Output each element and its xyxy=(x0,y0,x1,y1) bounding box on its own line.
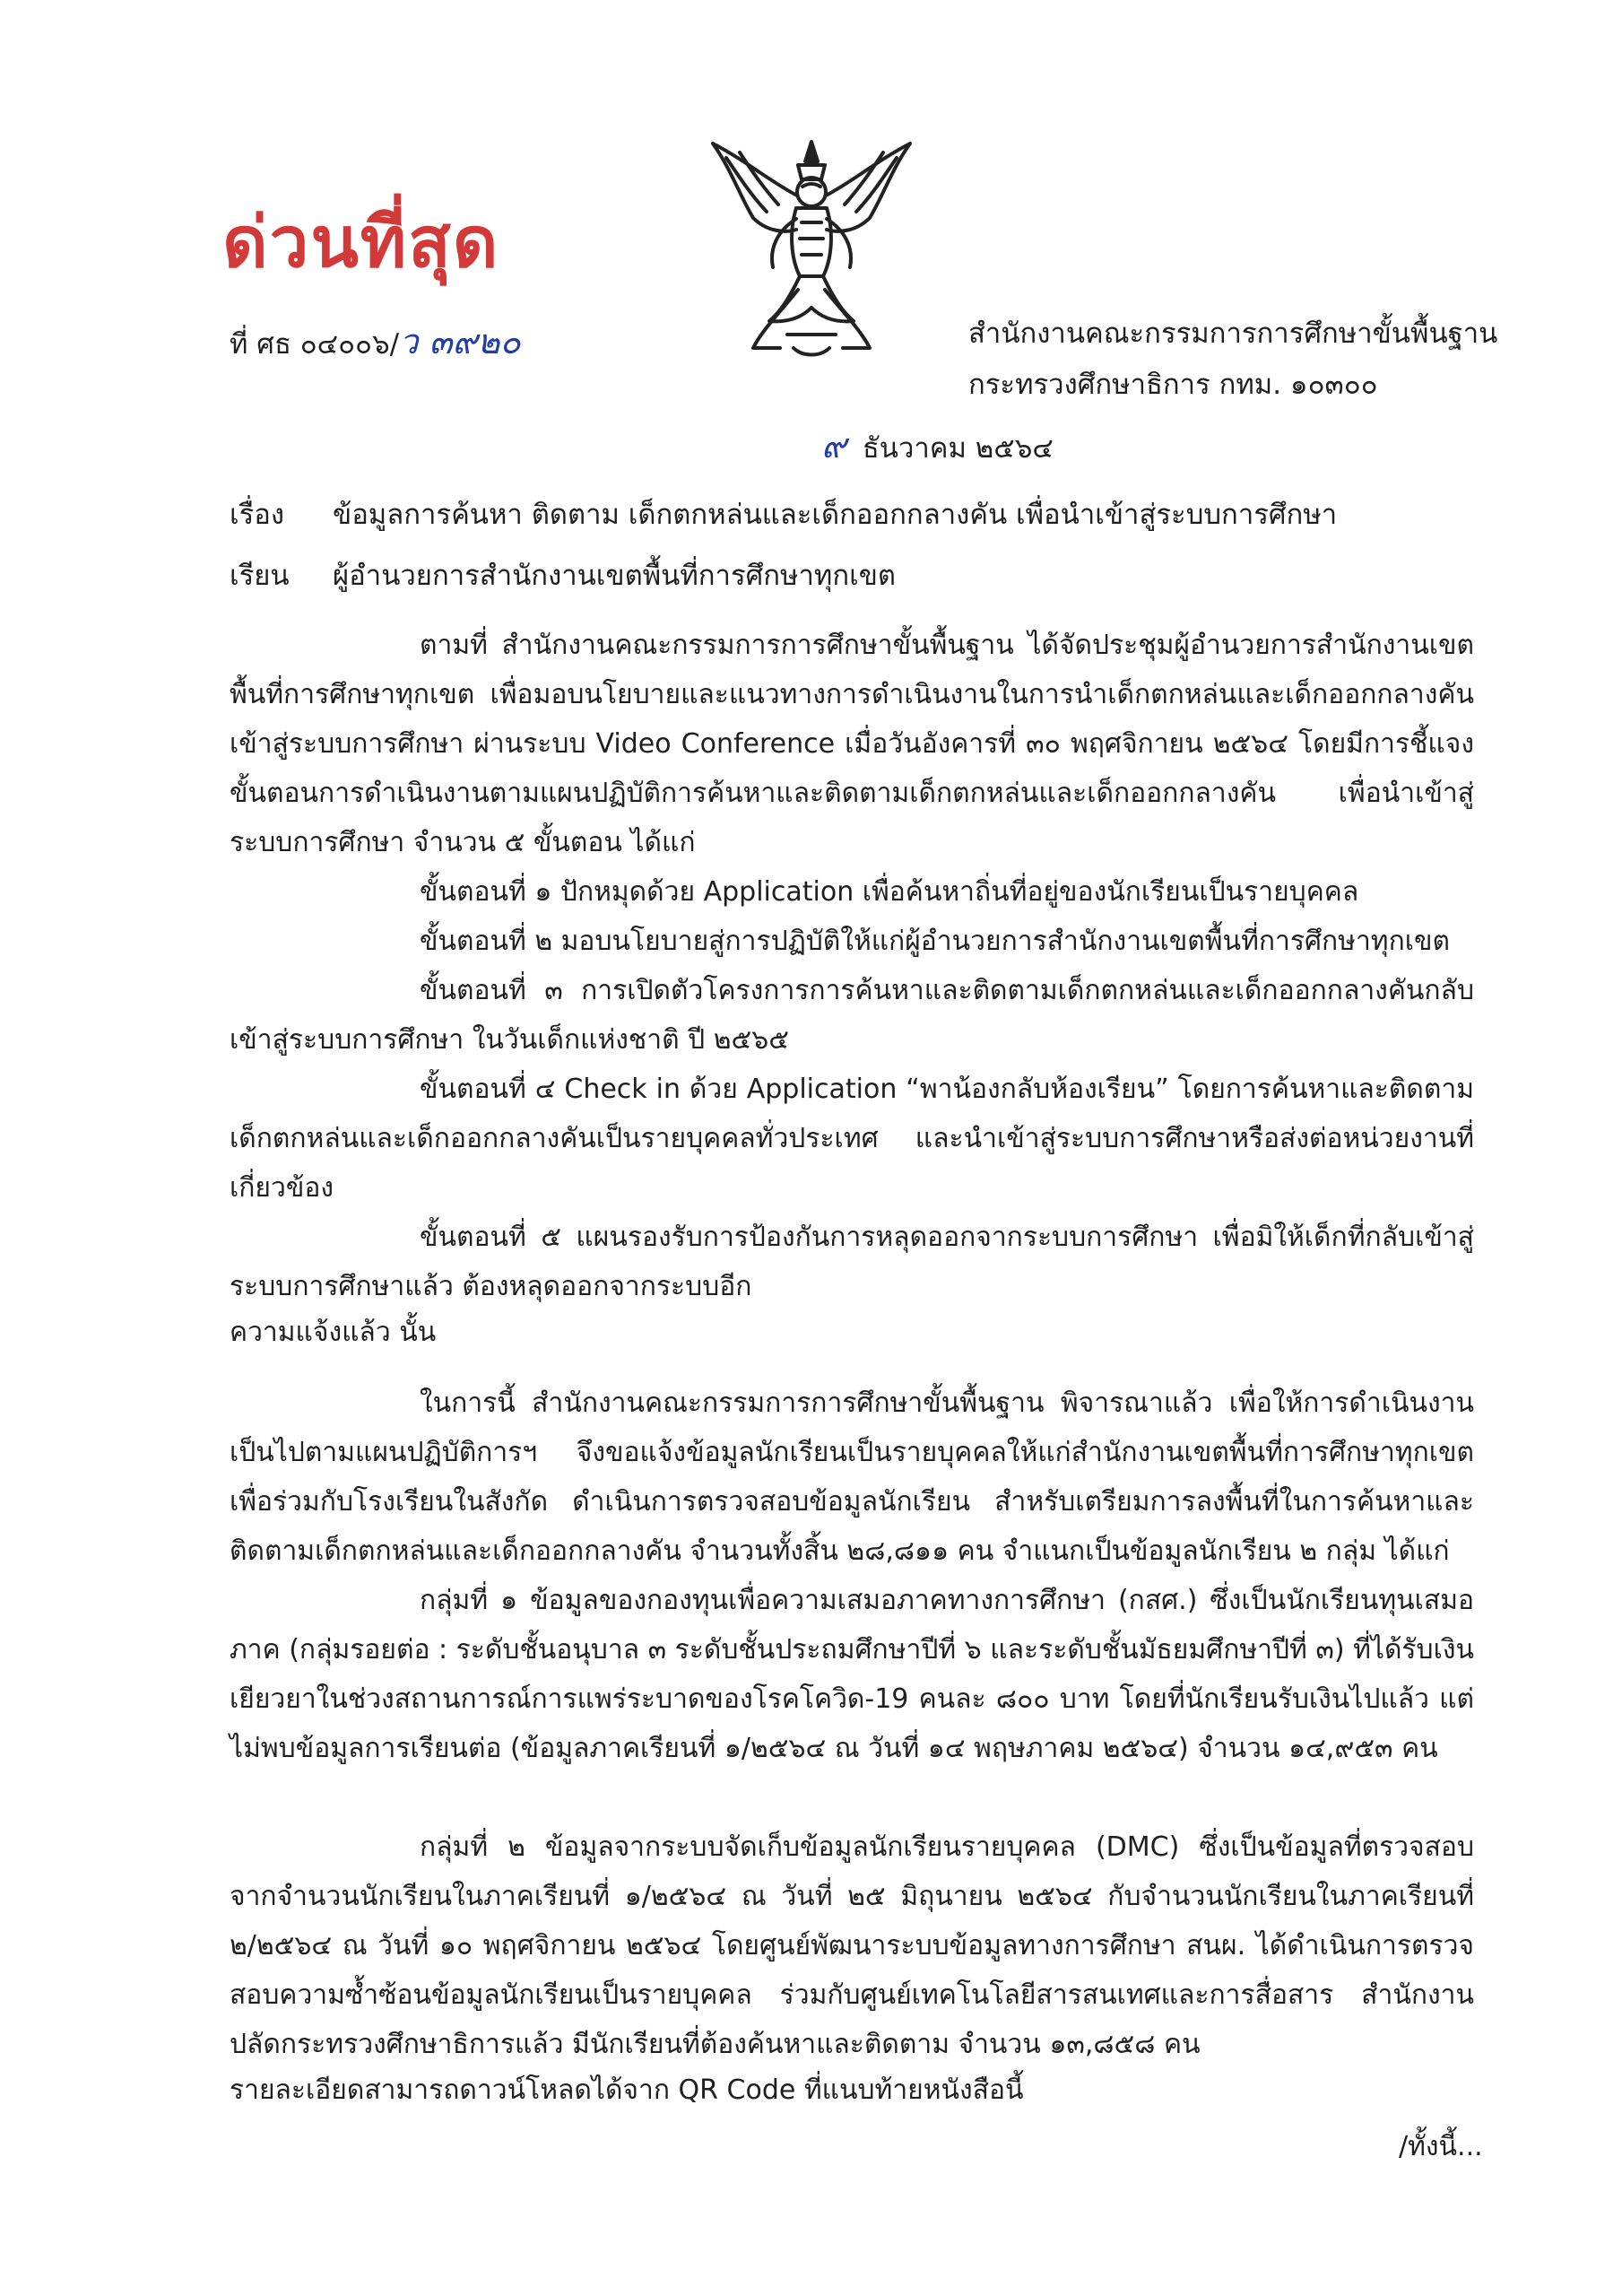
paragraph-background xyxy=(230,621,1474,867)
recipient-label: เรียน xyxy=(230,560,290,592)
paragraph-action-text: ในการนี้ สำนักงานคณะกรรมการการศึกษาขั้นพื้นฐาน พิจารณาแล้ว เพื่อให้การดำเนินงานเป็นไปตามแผนปฏิบัติการฯ จึงขอแจ้งข้อมูลนักเรียนเป็นรายบุคคลให้แก่สำนักงานเขตพื้นที่การศึกษาทุกเขต เพื่อร่วมกับโรงเรียนในสังกัด ดำเนินการตรวจสอบข้อมูลนักเรียน สำหรับเตรียมการลงพื้นที่ในการค้นหาและติดตามเด็กตกหล่นและเด็กออกกลางคัน จำนวนทั้งสิ้น ๒๘,๘๑๑ คน จำแนกเป็นข้อมูลนักเรียน ๒ กลุ่ม ได้แก่ xyxy=(230,1387,1474,1567)
download-note: รายละเอียดสามารถดาวน์โหลดได้จาก QR Code ที่แนบท้ายหนังสือนี้ xyxy=(230,2074,1024,2106)
document-number-prefix: ที่ ศธ ๐๔๐๐๖/ xyxy=(230,328,400,361)
office-ministry: กระทรวงศึกษาธิการ กทม. ๑๐๓๐๐ xyxy=(968,369,1378,401)
step-2 xyxy=(230,917,1474,966)
garuda-emblem-icon xyxy=(690,133,932,368)
document-date xyxy=(821,418,1054,473)
date-handwritten-day: ๙ xyxy=(821,426,846,465)
group-2 xyxy=(230,1822,1474,2069)
office-address xyxy=(968,309,1497,411)
step-1-text: ขั้นตอนที่ ๑ ปักหมุดด้วย Application เพื่อค้นหาถิ่นที่อยู่ของนักเรียนเป็นรายบุคคล xyxy=(420,876,1359,908)
group-1-text: กลุ่มที่ ๑ ข้อมูลของกองทุนเพื่อความเสมอภาคทางการศึกษา (กสศ.) ซึ่งเป็นนักเรียนทุนเสมอภาค (กลุ่มรอยต่อ : ระดับชั้นอนุบาล ๓ ระดับชั้นประถมศึกษาปีที่ ๖ และระดับชั้นมัธยมศึกษาปีที่ ๓) ที่ได้รับเงินเยียวยาในช่วงสถานการณ์การแพร่ระบาดของโรคโควิด-19 คนละ ๘๐๐ บาท โดยที่นักเรียนรับเงินไปแล้ว แต่ไม่พบข้อมูลการเรียนต่อ (ข้อมูลภาคเรียนที่ ๑/๒๕๖๔ ณ วันที่ ๑๔ พฤษภาคม ๒๕๖๔) จำนวน ๑๔,๙๕๓ คน xyxy=(230,1585,1474,1764)
step-5-text: ขั้นตอนที่ ๕ แผนรองรับการป้องกันการหลุดออกจากระบบการศึกษา เพื่อมิให้เด็กที่กลับเข้าสู่ระบบการศึกษาแล้ว ต้องหลุดออกจากระบบอีก xyxy=(230,1222,1474,1302)
document-number xyxy=(230,314,521,369)
paragraph-action xyxy=(230,1378,1474,1576)
paragraph-background-text: ตามที่ สำนักงานคณะกรรมการการศึกษาขั้นพื้นฐาน ได้จัดประชุมผู้อำนวยการสำนักงานเขตพื้นที่การศึกษาทุกเขต เพื่อมอบนโยบายและแนวทางการดำเนินงานในการนำเด็กตกหล่นและเด็กออกกลางคันเข้าสู่ระบบการศึกษา ผ่านระบบ Video Conference เมื่อวันอังคารที่ ๓๐ พฤศจิกายน ๒๕๖๔ โดยมีการชี้แจงขั้นตอนการดำเนินงานตามแผนปฏิบัติการค้นหาและติดตามเด็กตกหล่นและเด็กออกกลางคัน เพื่อนำเข้าสู่ระบบการศึกษา จำนวน ๕ ขั้นตอน ได้แก่ xyxy=(230,630,1474,858)
group-1 xyxy=(230,1576,1474,1773)
date-month-year: ธันวาคม ๒๕๖๔ xyxy=(862,432,1054,465)
document-number-handwritten: ว ๓๙๒๐ xyxy=(399,322,521,361)
recipient-row xyxy=(230,552,896,597)
urgent-stamp: ด่วนที่สุด xyxy=(222,203,500,283)
continued-marker: /ทั้งนี้... xyxy=(1399,2131,1483,2162)
subject-label: เรื่อง xyxy=(230,499,285,531)
subject-row xyxy=(230,491,1337,536)
step-1 xyxy=(230,867,1474,917)
group-2-text: กลุ่มที่ ๒ ข้อมูลจากระบบจัดเก็บข้อมูลนักเรียนรายบุคคล (DMC) ซึ่งเป็นข้อมูลที่ตรวจสอบจากจำนวนนักเรียนในภาคเรียนที่ ๑/๒๕๖๔ ณ วันที่ ๒๕ มิถุนายน ๒๕๖๔ กับจำนวนนักเรียนในภาคเรียนที่ ๒/๒๕๖๔ ณ วันที่ ๑๐ พฤศจิกายน ๒๕๖๔ โดยศูนย์พัฒนาระบบข้อมูลทางการศึกษา สนผ. ได้ดำเนินการตรวจสอบความซ้ำซ้อนข้อมูลนักเรียนเป็นรายบุคคล ร่วมกับศูนย์เทคโนโลยีสารสนเทศและการสื่อสาร สำนักงานปลัดกระทรวงศึกษาธิการแล้ว มีนักเรียนที่ต้องค้นหาและติดตาม จำนวน ๑๓,๘๕๘ คน xyxy=(230,1831,1474,2060)
step-4 xyxy=(230,1065,1474,1213)
step-3-text: ขั้นตอนที่ ๓ การเปิดตัวโครงการการค้นหาและติดตามเด็กตกหล่นและเด็กออกกลางคันกลับเข้าสู่ระบบการศึกษา ในวันเด็กแห่งชาติ ปี ๒๕๖๕ xyxy=(230,975,1474,1056)
acknowledgement-line: ความแจ้งแล้ว นั้น xyxy=(230,1317,437,1348)
step-4-text: ขั้นตอนที่ ๔ Check in ด้วย Application “พาน้องกลับห้องเรียน” โดยการค้นหาและติดตามเด็กตกหล่นและเด็กออกกลางคันเป็นรายบุคคลทั่วประเทศ และนำเข้าสู่ระบบการศึกษาหรือส่งต่อหน่วยงานที่เกี่ยวข้อง xyxy=(230,1074,1474,1204)
step-5 xyxy=(230,1213,1474,1311)
subject-text: ข้อมูลการค้นหา ติดตาม เด็กตกหล่นและเด็กออกกลางคัน เพื่อนำเข้าสู่ระบบการศึกษา xyxy=(333,499,1338,531)
office-name: สำนักงานคณะกรรมการการศึกษาขั้นพื้นฐาน xyxy=(968,317,1498,350)
recipient-text: ผู้อำนวยการสำนักงานเขตพื้นที่การศึกษาทุกเขต xyxy=(333,560,897,592)
step-2-text: ขั้นตอนที่ ๒ มอบนโยบายสู่การปฏิบัติให้แก่ผู้อำนวยการสำนักงานเขตพื้นที่การศึกษาทุกเขต xyxy=(420,926,1450,957)
step-3 xyxy=(230,966,1474,1065)
